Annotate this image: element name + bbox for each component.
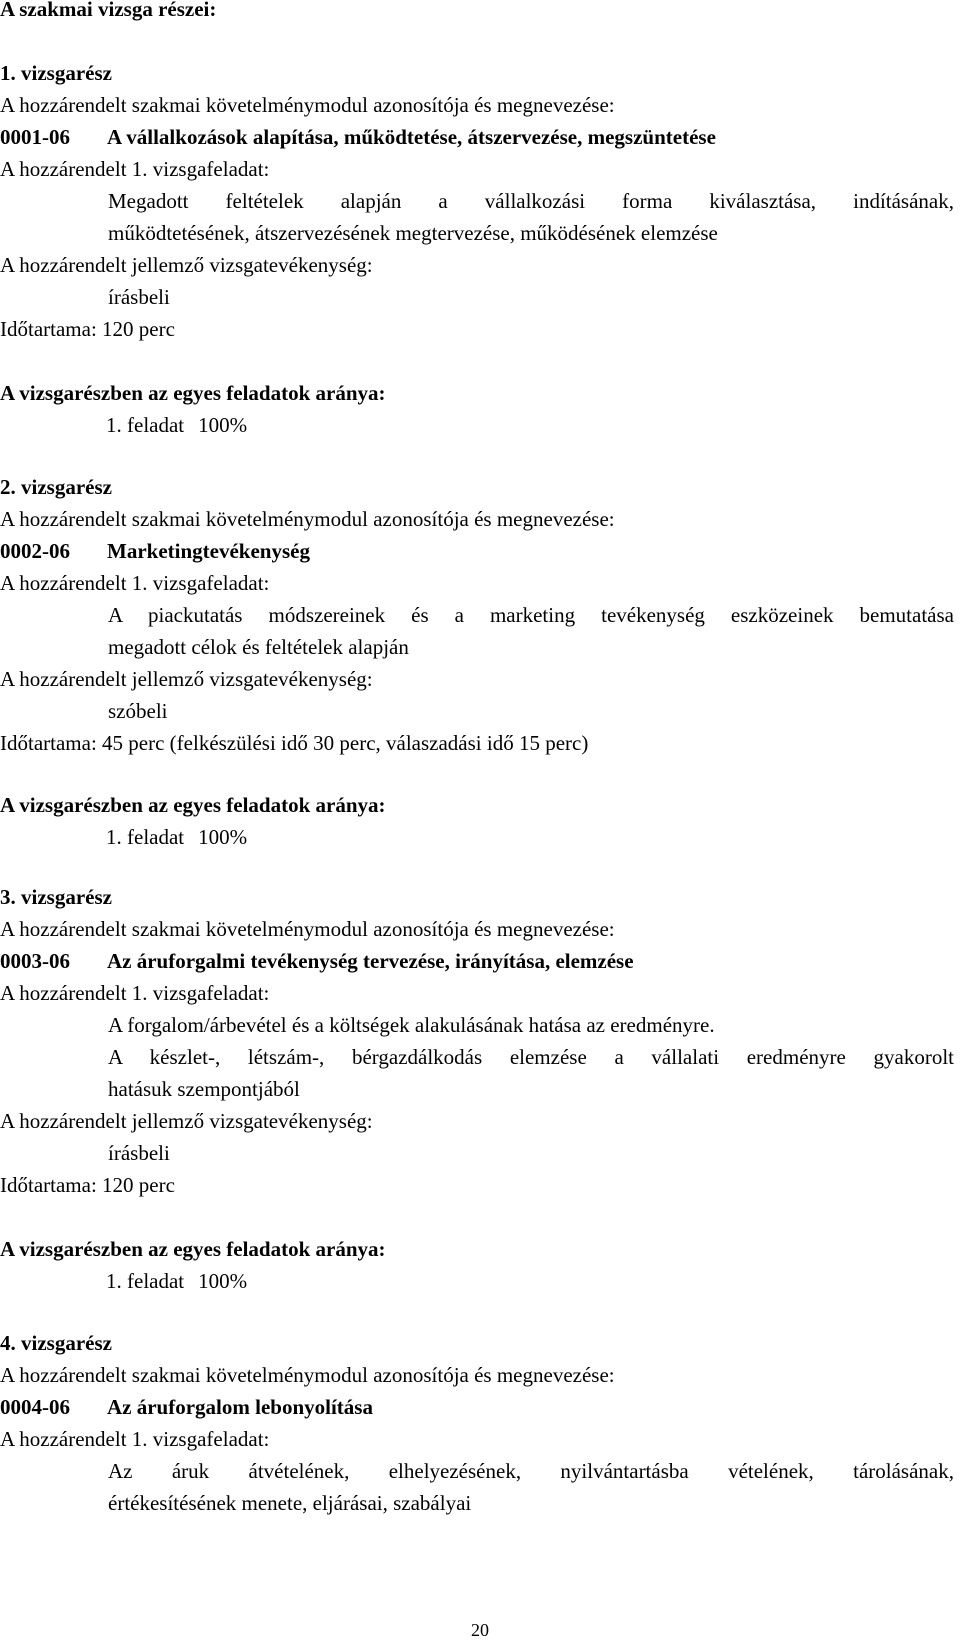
module-name: Az áruforgalmi tevékenység tervezése, irányítása, elemzése (107, 949, 634, 973)
ratio-value: 100% (198, 1269, 248, 1293)
activity-label: A hozzárendelt jellemző vizsgatevékenység: (0, 253, 373, 277)
section-title: 3. vizsgarész (0, 885, 112, 909)
duration: Időtartama: 120 perc (0, 317, 175, 341)
page-number: 20 (471, 1620, 489, 1640)
module-code: 0001-06 (0, 125, 70, 149)
task-line: értékesítésének menete, eljárásai, szabályai (108, 1491, 472, 1515)
task-label: A hozzárendelt 1. vizsgafeladat: (0, 1427, 270, 1451)
module-label: A hozzárendelt szakmai követelménymodul azonosítója és megnevezése: (0, 1363, 615, 1387)
ratio-label: A vizsgarészben az egyes feladatok aránya: (0, 1237, 386, 1261)
module-line (0, 538, 310, 564)
task-label: A hozzárendelt 1. vizsgafeladat: (0, 981, 270, 1005)
activity-value: szóbeli (108, 699, 168, 723)
module-line (0, 124, 716, 150)
module-name: A vállalkozások alapítása, működtetése, átszervezése, megszüntetése (107, 125, 716, 149)
ratio-value: 100% (198, 413, 248, 437)
ratio-value: 100% (198, 825, 248, 849)
activity-value: írásbeli (108, 285, 170, 309)
activity-value: írásbeli (108, 1141, 170, 1165)
duration: Időtartama: 45 perc (felkészülési idő 30 perc, válaszadási idő 15 perc) (0, 731, 589, 755)
task-line: hatásuk szempontjából (108, 1077, 300, 1101)
task-line: A készlet-, létszám-, bérgazdálkodás elemzése a vállalati eredményre gyakorolt (108, 1045, 954, 1069)
ratio-label: A vizsgarészben az egyes feladatok aránya: (0, 381, 386, 405)
task-label: A hozzárendelt 1. vizsgafeladat: (0, 571, 270, 595)
task-line: Az áruk átvételének, elhelyezésének, nyilvántartásba vételének, tárolásának, (108, 1459, 954, 1483)
ratio-task: 1. feladat (106, 825, 185, 849)
ratio-task: 1. feladat (106, 1269, 185, 1293)
task-label: A hozzárendelt 1. vizsgafeladat: (0, 157, 270, 181)
section-title: 2. vizsgarész (0, 475, 112, 499)
page-heading: A szakmai vizsga részei: (0, 0, 217, 21)
activity-label: A hozzárendelt jellemző vizsgatevékenység: (0, 1109, 373, 1133)
module-label: A hozzárendelt szakmai követelménymodul azonosítója és megnevezése: (0, 917, 615, 941)
ratio-task: 1. feladat (106, 413, 185, 437)
task-line: Megadott feltételek alapján a vállalkozási forma kiválasztása, indításának, (108, 189, 954, 213)
task-line: A piackutatás módszereinek és a marketing tevékenység eszközeinek bemutatása (108, 603, 954, 627)
section-title: 4. vizsgarész (0, 1331, 112, 1355)
module-code: 0003-06 (0, 949, 70, 973)
module-line (0, 1394, 373, 1420)
ratio-label: A vizsgarészben az egyes feladatok aránya: (0, 793, 386, 817)
module-code: 0004-06 (0, 1395, 70, 1419)
duration: Időtartama: 120 perc (0, 1173, 175, 1197)
module-code: 0002-06 (0, 539, 70, 563)
module-name: Az áruforgalom lebonyolítása (107, 1395, 373, 1419)
task-line: megadott célok és feltételek alapján (108, 635, 409, 659)
module-label: A hozzárendelt szakmai követelménymodul azonosítója és megnevezése: (0, 93, 615, 117)
ratio-row (106, 824, 247, 850)
task-line: A forgalom/árbevétel és a költségek alakulásának hatása az eredményre. (108, 1013, 715, 1037)
module-label: A hozzárendelt szakmai követelménymodul azonosítója és megnevezése: (0, 507, 615, 531)
task-line: működtetésének, átszervezésének megtervezése, működésének elemzése (108, 221, 718, 245)
activity-label: A hozzárendelt jellemző vizsgatevékenység: (0, 667, 373, 691)
section-title: 1. vizsgarész (0, 61, 112, 85)
module-name: Marketingtevékenység (107, 539, 310, 563)
ratio-row (106, 412, 247, 438)
ratio-row (106, 1268, 247, 1294)
module-line (0, 948, 634, 974)
